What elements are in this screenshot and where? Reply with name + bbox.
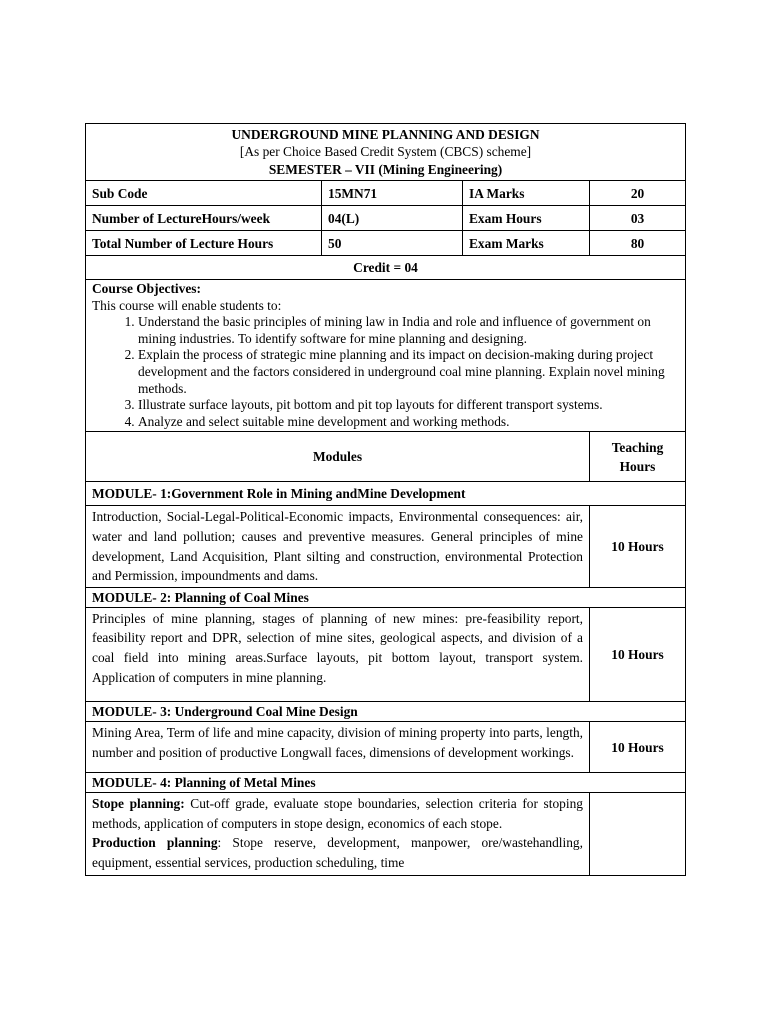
module-hours [590,793,686,875]
module-text: Mining Area, Term of life and mine capacity, division of mining property into parts, length, number and position of productive Longwall faces, dimensions of development workings. [86,722,590,773]
stope-planning-label: Stope planning: [92,796,185,812]
credit-value: Credit = 04 [86,256,686,280]
module-title: MODULE- 1:Government Role in Mining andMine Development [86,482,686,506]
objectives-list [92,314,679,430]
semester-label: SEMESTER – VII (Mining Engineering) [268,161,503,177]
module-title: MODULE- 2: Planning of Coal Mines [86,587,686,607]
module-title-row [86,482,686,506]
objectives-intro: This course will enable students to: [92,297,282,313]
info-label: Total Number of Lecture Hours [86,231,322,256]
info-label: Number of LectureHours/week [86,206,322,231]
module-text: Introduction, Social-Legal-Political-Economic impacts, Environmental consequences: air, water and land pollution; causes and preventive measures. General principles of mine development, Land Acquisition, Plant silting and construction, environmental Protection and Permission, impoundments and dams. [86,506,590,587]
objectives-row [86,280,686,432]
module-hours: 10 Hours [590,722,686,773]
info-value: 50 [322,231,463,256]
info-row [86,231,686,256]
module-hours: 10 Hours [590,506,686,587]
course-header-row [86,124,686,181]
module-text: Principles of mine planning, stages of planning of new mines: pre-feasibility report, feasibility report and DPR, selection of mine sites, geological aspects, and division of a coal field into mining areas.Surface layouts, pit bottom layout, transport system. Application of computers in mine planning. [86,607,590,701]
stope-planning-paragraph [92,794,583,833]
syllabus-table [85,123,686,876]
info-value: 04(L) [322,206,463,231]
course-title: UNDERGROUND MINE PLANNING AND DESIGN [231,126,540,142]
objective-item: 4. Analyze and select suitable mine development and working methods. [138,414,679,431]
teaching-heading: Teaching [611,439,664,455]
production-planning-label: Production planning [92,835,218,851]
syllabus-page [85,123,685,876]
production-planning-paragraph [92,833,583,872]
objective-item: 2. Explain the process of strategic mine planning and its impact on decision-making during project development and the factors considered in underground coal mine planning. Explain novel mining methods. [138,347,679,397]
scheme-note: [As per Choice Based Credit System (CBCS) scheme] [239,144,532,160]
module-title: MODULE- 3: Underground Coal Mine Design [86,702,686,722]
hours-heading: Hours [619,458,656,474]
info-label: Sub Code [86,181,322,206]
module-hours: 10 Hours [590,607,686,701]
module-content-row [86,506,686,587]
module-title: MODULE- 4: Planning of Metal Mines [86,773,686,793]
info-value: 15MN71 [322,181,463,206]
module-content-row [86,793,686,875]
info-label: Exam Marks [463,231,590,256]
info-value: 80 [590,231,686,256]
module-title-row [86,587,686,607]
module-title-row [86,773,686,793]
credit-row [86,256,686,280]
info-label: Exam Hours [463,206,590,231]
production-planning-text: : Stope reserve, development, manpower, ore/wastehandling, equipment, essential services, production scheduling, time [92,835,583,871]
module-content-row [86,722,686,773]
stope-planning-text: Cut-off grade, evaluate stope boundaries, selection criteria for stoping methods, application of computers in stope design, economics of each stope. [92,796,583,831]
module-content-row [86,607,686,701]
modules-heading: Modules [86,432,590,482]
info-row [86,181,686,206]
info-value: 20 [590,181,686,206]
objective-item: 1. Understand the basic principles of mining law in India and role and influence of government on mining industries. To identify software for mine planning and designing. [138,314,679,347]
objective-item: 3. Illustrate surface layouts, pit bottom and pit top layouts for different transport systems. [138,397,679,414]
info-row [86,206,686,231]
info-label: IA Marks [463,181,590,206]
modules-header-row [86,432,686,482]
objectives-heading: Course Objectives: [92,281,201,296]
info-value: 03 [590,206,686,231]
module-title-row [86,702,686,722]
